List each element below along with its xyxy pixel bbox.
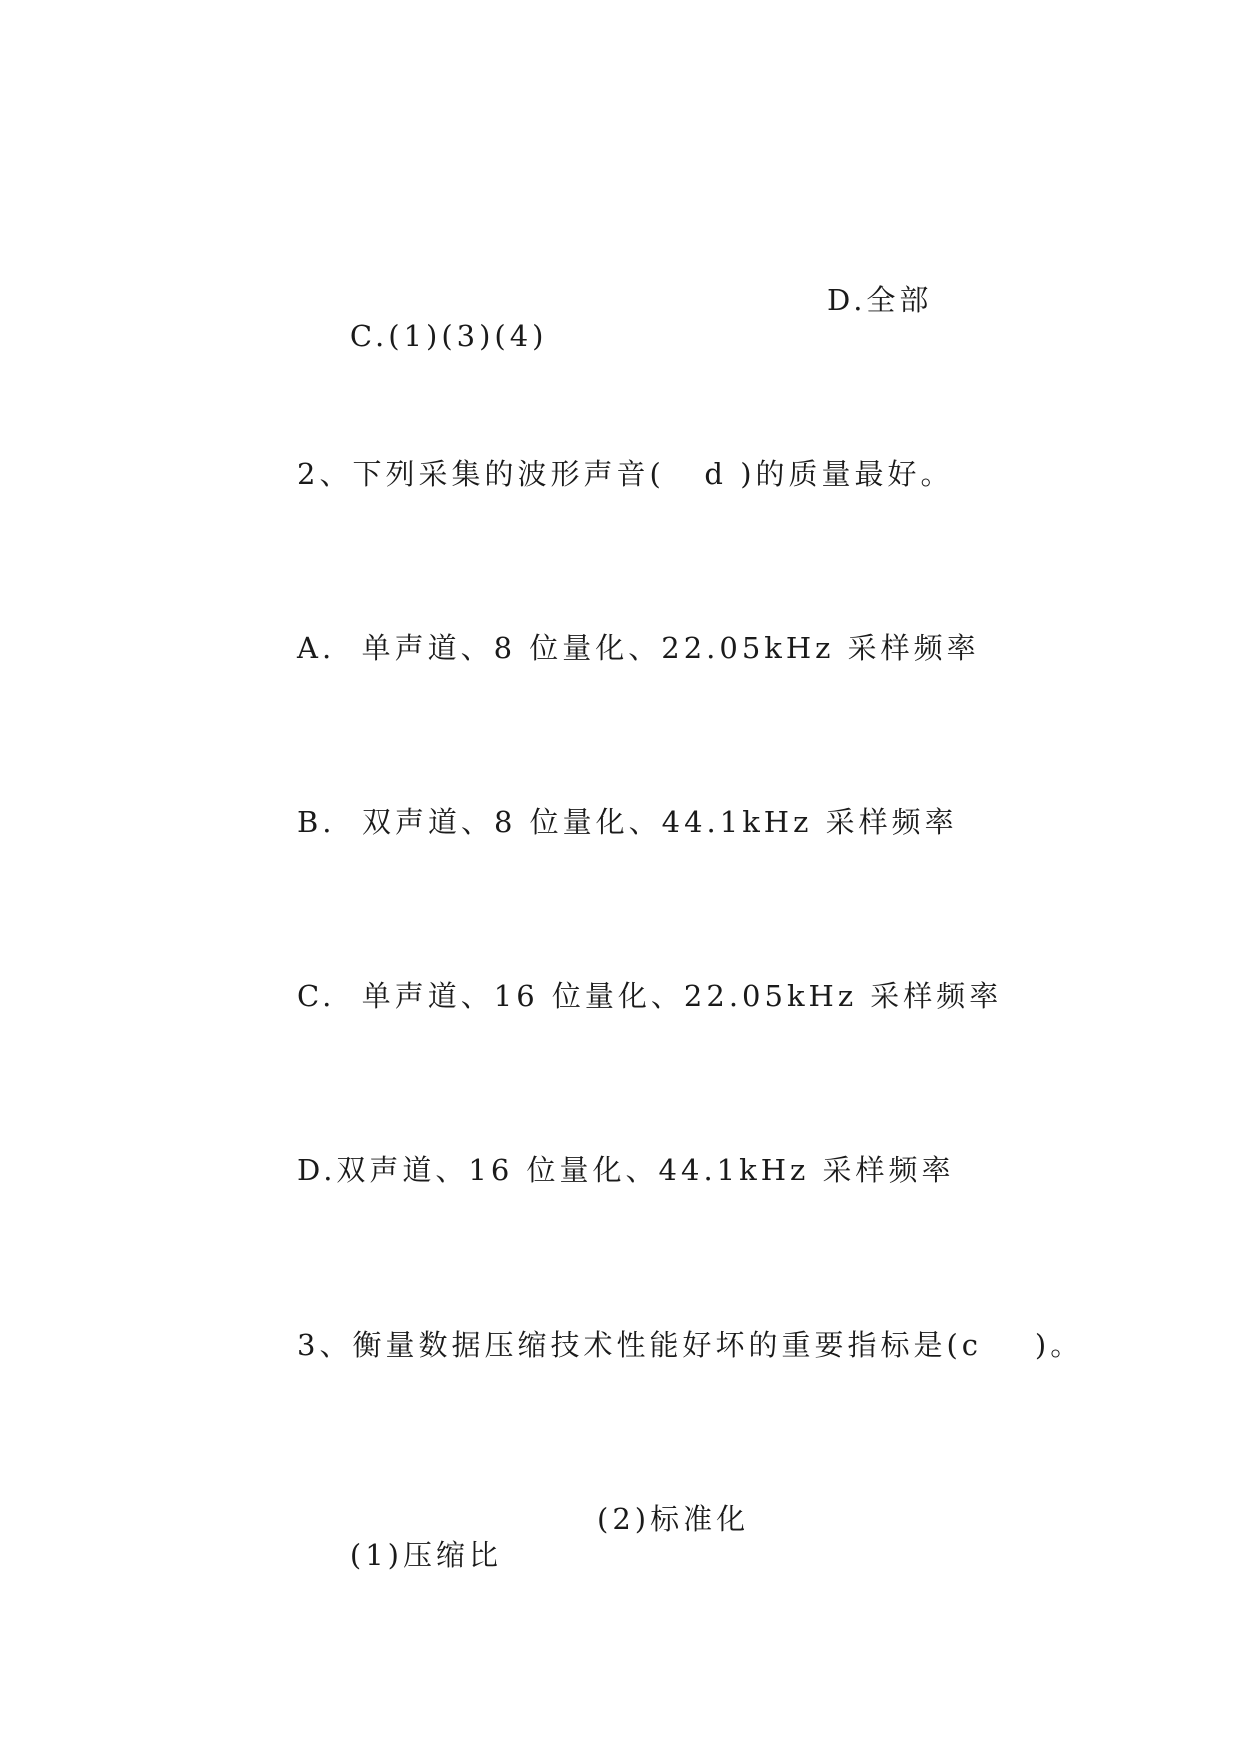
q2-option-b: B. 双声道、8 位量化、44.1kHz 采样频率 [297, 805, 958, 839]
q2-option-d: D.双声道、16 位量化、44.1kHz 采样频率 [297, 1153, 955, 1187]
q1-option-d: D.全部 [827, 283, 933, 317]
q3-option-2: (2)标准化 [597, 1502, 750, 1536]
q1-options-row [297, 282, 933, 426]
q2-option-a: A. 单声道、8 位量化、22.05kHz 采样频率 [297, 631, 980, 665]
q3-stem: 3、衡量数据压缩技术性能好坏的重要指标是(c )。 [297, 1328, 1084, 1362]
q3-option-1: (1)压缩比 [349, 1538, 502, 1572]
q2-option-c: C. 单声道、16 位量化、22.05kHz 采样频率 [297, 979, 1003, 1013]
q1-option-c: C.(1)(3)(4) [349, 319, 548, 353]
q3-options-row [297, 1501, 750, 1645]
q2-stem: 2、下列采集的波形声音( d )的质量最好。 [297, 457, 954, 491]
